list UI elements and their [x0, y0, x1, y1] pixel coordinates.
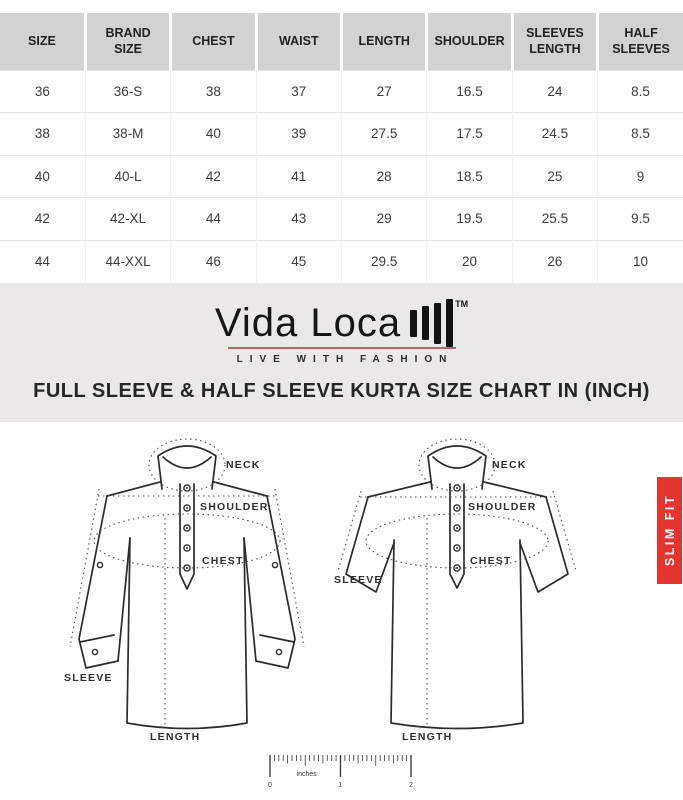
table-cell: 40-L — [85, 155, 170, 198]
table-cell: 29 — [342, 198, 427, 241]
table-cell: 26 — [512, 240, 597, 283]
table-row — [0, 155, 683, 198]
size-table-body — [0, 70, 683, 283]
full-sleeve-kurta-diagram — [30, 425, 330, 755]
chest-label: CHEST — [470, 555, 512, 567]
table-cell: 24.5 — [512, 113, 597, 156]
svg-text:1: 1 — [338, 782, 343, 789]
table-cell: 17.5 — [427, 113, 512, 156]
half-sleeve-kurta-drawing — [330, 425, 630, 755]
header-cell: SHOULDER — [427, 13, 512, 70]
shoulder-label: SHOULDER — [468, 501, 537, 513]
chest-label: CHEST — [202, 555, 244, 567]
size-table-header — [0, 13, 683, 70]
table-cell: 28 — [342, 155, 427, 198]
table-cell: 40 — [0, 155, 85, 198]
header-cell: HALF SLEEVES — [598, 13, 683, 70]
table-cell: 20 — [427, 240, 512, 283]
table-cell: 38 — [171, 70, 256, 113]
brand-band — [0, 283, 683, 422]
table-cell: 42-XL — [85, 198, 170, 241]
sleeve-label: SLEEVE — [64, 672, 113, 684]
chart-title: FULL SLEEVE & HALF SLEEVE KURTA SIZE CHART IN (INCH) — [33, 380, 650, 402]
svg-text:0: 0 — [268, 782, 272, 789]
table-cell: 36 — [0, 70, 85, 113]
table-cell: 8.5 — [598, 113, 683, 156]
brand-tagline: LIVE WITH FASHION — [236, 354, 454, 365]
header-cell: SIZE — [0, 13, 85, 70]
table-cell: 27.5 — [342, 113, 427, 156]
table-cell: 25.5 — [512, 198, 597, 241]
brand-logo — [215, 295, 468, 343]
header-cell: SLEEVES LENGTH — [512, 13, 597, 70]
table-row — [0, 113, 683, 156]
table-cell: 10 — [598, 240, 683, 283]
table-cell: 44-XXL — [85, 240, 170, 283]
diagram-area — [0, 422, 683, 800]
table-cell: 16.5 — [427, 70, 512, 113]
table-cell: 9 — [598, 155, 683, 198]
sleeve-label: SLEEVE — [334, 574, 383, 586]
shoulder-label: SHOULDER — [200, 501, 269, 513]
table-cell: 19.5 — [427, 198, 512, 241]
table-row — [0, 70, 683, 113]
table-cell: 25 — [512, 155, 597, 198]
table-cell: 41 — [256, 155, 341, 198]
length-label: LENGTH — [150, 731, 201, 743]
table-cell: 38-M — [85, 113, 170, 156]
table-cell: 42 — [171, 155, 256, 198]
table-cell: 46 — [171, 240, 256, 283]
table-cell: 40 — [171, 113, 256, 156]
table-cell: 42 — [0, 198, 85, 241]
table-cell: 45 — [256, 240, 341, 283]
table-cell: 44 — [0, 240, 85, 283]
svg-text:2: 2 — [409, 782, 413, 789]
brand-name: Vida Loca — [214, 301, 402, 345]
length-label: LENGTH — [402, 731, 453, 743]
neck-label: NECK — [492, 459, 527, 471]
table-cell: 24 — [512, 70, 597, 113]
full-sleeve-kurta-drawing — [30, 425, 330, 755]
table-cell: 44 — [171, 198, 256, 241]
table-cell: 18.5 — [427, 155, 512, 198]
header-cell: BRAND SIZE — [85, 13, 170, 70]
half-sleeve-kurta-diagram — [330, 425, 630, 755]
slim-fit-badge — [657, 477, 682, 584]
header-cell: CHEST — [171, 13, 256, 70]
logo-underline — [228, 347, 456, 349]
table-cell: 39 — [256, 113, 341, 156]
table-cell: 43 — [256, 198, 341, 241]
table-row — [0, 198, 683, 241]
ruler — [263, 752, 421, 794]
table-row — [0, 240, 683, 283]
table-cell: 27 — [342, 70, 427, 113]
header-cell: WAIST — [256, 13, 341, 70]
table-cell: 37 — [256, 70, 341, 113]
table-cell: 38 — [0, 113, 85, 156]
slim-fit-label: SLIM FIT — [662, 494, 677, 567]
table-cell: 8.5 — [598, 70, 683, 113]
neck-label: NECK — [226, 459, 261, 471]
table-cell: 9.5 — [598, 198, 683, 241]
size-chart-table — [0, 13, 683, 283]
brand-bars-icon — [410, 299, 453, 347]
header-row — [0, 13, 683, 70]
table-cell: 36-S — [85, 70, 170, 113]
svg-text:inches: inches — [296, 771, 317, 778]
trademark-symbol: TM — [455, 299, 469, 309]
header-cell: LENGTH — [342, 13, 427, 70]
table-cell: 29.5 — [342, 240, 427, 283]
